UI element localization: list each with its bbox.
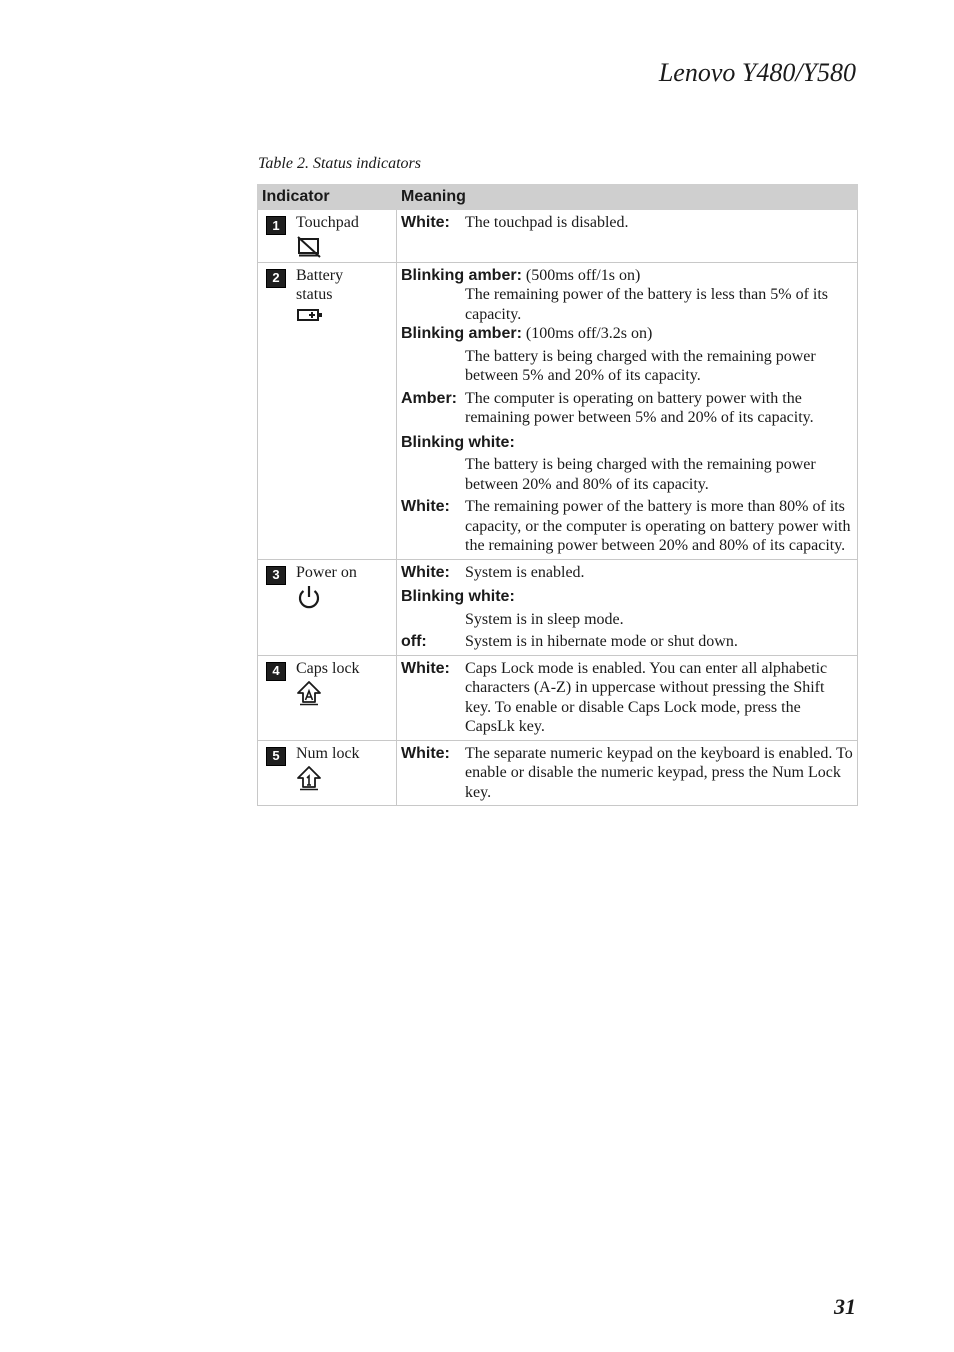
- status-indicators-table: [257, 184, 858, 806]
- state-description: System is in hibernate mode or shut down.: [465, 633, 738, 650]
- state-description: The remaining power of the battery is less than 5% of its capacity.: [465, 286, 829, 323]
- meaning-cell: [397, 262, 858, 559]
- column-header-indicator: Indicator: [258, 185, 397, 210]
- state-description: The touchpad is disabled.: [465, 214, 629, 231]
- table-row-caps-lock: [258, 655, 858, 740]
- table-row-touchpad: [258, 210, 858, 263]
- indicator-cell: [258, 740, 397, 806]
- state-description: The battery is being charged with the remaining power between 5% and 20% of its capacity.: [465, 347, 816, 384]
- number-badge: 5: [266, 747, 286, 766]
- meaning-cell: [397, 559, 858, 655]
- state-description: System is enabled.: [465, 563, 585, 581]
- state-label: White:: [401, 659, 450, 677]
- state-description: System is in sleep mode.: [465, 610, 624, 628]
- indicator-name: Caps lock: [296, 659, 360, 677]
- state-label: Blinking amber:: [401, 325, 522, 342]
- state-entry: [401, 266, 853, 286]
- state-description: The remaining power of the battery is more than 80% of its capacity, or the computer is operating on battery power with the remaining power between 20% and 80% of its capacity.: [465, 498, 851, 554]
- state-label: Amber:: [401, 389, 458, 407]
- indicator-cell: [258, 262, 397, 559]
- state-description: Caps Lock mode is enabled. You can enter all alphabetic characters (A-Z) in uppercase without pressing the Shift key. To enable or disable Caps Lock mode, press the CapsLk key.: [465, 659, 828, 735]
- state-entry: [401, 587, 853, 607]
- state-label: White:: [401, 498, 450, 515]
- number-badge: 1: [266, 216, 286, 235]
- indicator-cell: [258, 655, 397, 740]
- table-caption: Table 2. Status indicators: [258, 155, 421, 172]
- number-badge: 4: [266, 662, 286, 681]
- state-entry: [401, 324, 853, 344]
- state-label: Blinking white:: [401, 588, 515, 605]
- table-row-power-on: [258, 559, 858, 655]
- page-header-title: Lenovo Y480/Y580: [658, 58, 856, 87]
- meaning-cell: [397, 740, 858, 806]
- table-row-battery-status: [258, 262, 858, 559]
- indicator-name: Num lock: [296, 744, 360, 762]
- meaning-cell: [397, 210, 858, 263]
- state-label: off:: [401, 633, 427, 650]
- indicator-cell: [258, 210, 397, 263]
- caps-lock-icon: [296, 680, 322, 706]
- table-header-row: [258, 185, 858, 210]
- battery-charging-icon: [296, 307, 326, 323]
- column-header-meaning: Meaning: [397, 185, 858, 210]
- state-label: White:: [401, 214, 450, 231]
- indicator-name: Touchpad: [296, 214, 359, 231]
- number-badge: 2: [266, 269, 286, 288]
- state-label: White:: [401, 744, 450, 762]
- state-label: White:: [401, 563, 450, 581]
- state-label: Blinking white:: [401, 433, 515, 451]
- state-timing: (100ms off/3.2s on): [525, 325, 653, 342]
- state-description: The computer is operating on battery power with the remaining power between 5% and 20% of its capacity.: [465, 389, 814, 426]
- state-label: Blinking amber:: [401, 266, 522, 284]
- touchpad-disabled-icon: [296, 235, 322, 259]
- number-badge: 3: [266, 566, 286, 585]
- power-icon: [296, 584, 322, 610]
- indicator-name-line2: status: [296, 286, 333, 303]
- num-lock-icon: [296, 765, 322, 791]
- table-row-num-lock: [258, 740, 858, 806]
- indicator-name: Power on: [296, 563, 357, 581]
- state-description: The separate numeric keypad on the keyboard is enabled. To enable or disable the numeric keypad, press the Num Lock key.: [465, 744, 853, 801]
- indicator-cell: [258, 559, 397, 655]
- state-timing: (500ms off/1s on): [525, 266, 641, 284]
- page-number: 31: [834, 1294, 856, 1319]
- meaning-cell: [397, 655, 858, 740]
- state-description: The battery is being charged with the remaining power between 20% and 80% of its capacity.: [465, 456, 816, 493]
- indicator-name-line1: Battery: [296, 266, 344, 284]
- state-entry: [401, 433, 853, 453]
